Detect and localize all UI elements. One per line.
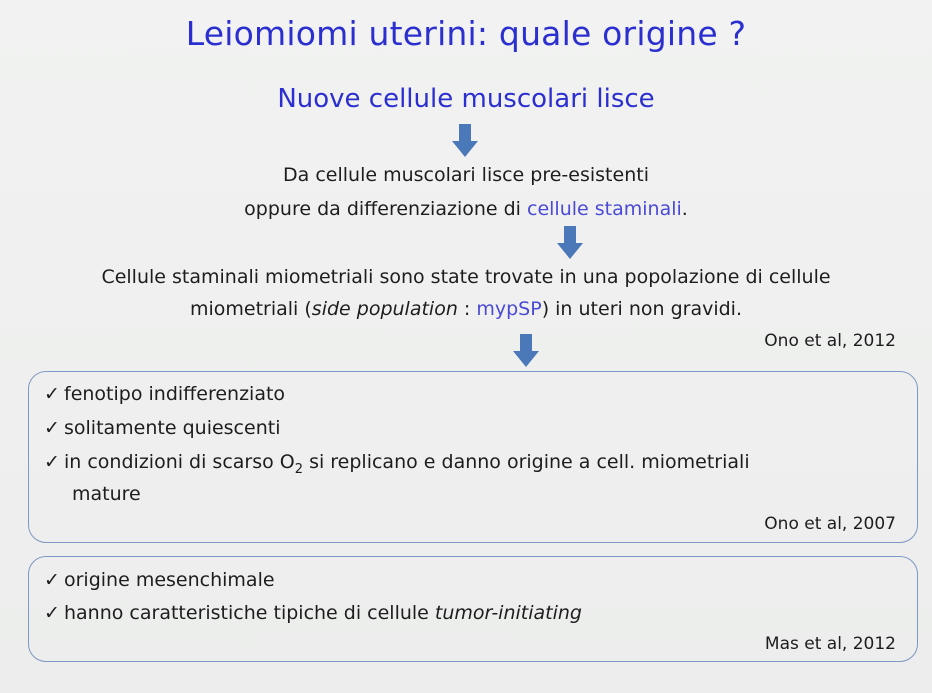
check-icon: ✓ (44, 451, 60, 473)
list-item-continuation: mature (72, 483, 141, 505)
citation-ono-2012: Ono et al, 2012 (764, 331, 896, 351)
step1-line1: Da cellule muscolari lisce pre-esistenti (283, 164, 649, 186)
slide-subtitle: Nuove cellule muscolari lisce (277, 84, 655, 114)
list-item: ✓ solitamente quiescenti (44, 417, 281, 439)
down-arrow-icon (557, 226, 583, 260)
down-arrow-icon (513, 334, 539, 368)
citation-mas-2012: Mas et al, 2012 (764, 634, 896, 654)
check-icon: ✓ (44, 383, 60, 405)
list-item: ✓ origine mesenchimale (44, 569, 275, 591)
list-item: ✓ fenotipo indifferenziato (44, 383, 286, 405)
check-icon: ✓ (44, 569, 60, 591)
down-arrow-icon (452, 124, 478, 158)
step2-line2: miometriali (side population : mypSP) in uteri non gravidi. (189, 298, 742, 320)
citation-ono-2007: Ono et al, 2007 (764, 514, 896, 534)
step1-line2: oppure da differenziazione di cellule staminali. (244, 198, 688, 220)
list-item: ✓ in condizioni di scarso $O_2$ si replicano e danno origine a cell. miometriali (44, 451, 750, 477)
slide-title: Leiomiomi uterini: quale origine ? (185, 14, 747, 53)
list-item: ✓ hanno caratteristiche tipiche di cellule tumor-initiating (44, 602, 582, 624)
check-icon: ✓ (44, 417, 60, 439)
check-icon: ✓ (44, 602, 60, 624)
cellule-staminali-highlight: cellule staminali (527, 198, 682, 220)
mypsp-highlight: mypSP (476, 298, 542, 320)
step2-line1: Cellule staminali miometriali sono state trovate in una popolazione di cellule (101, 266, 831, 288)
